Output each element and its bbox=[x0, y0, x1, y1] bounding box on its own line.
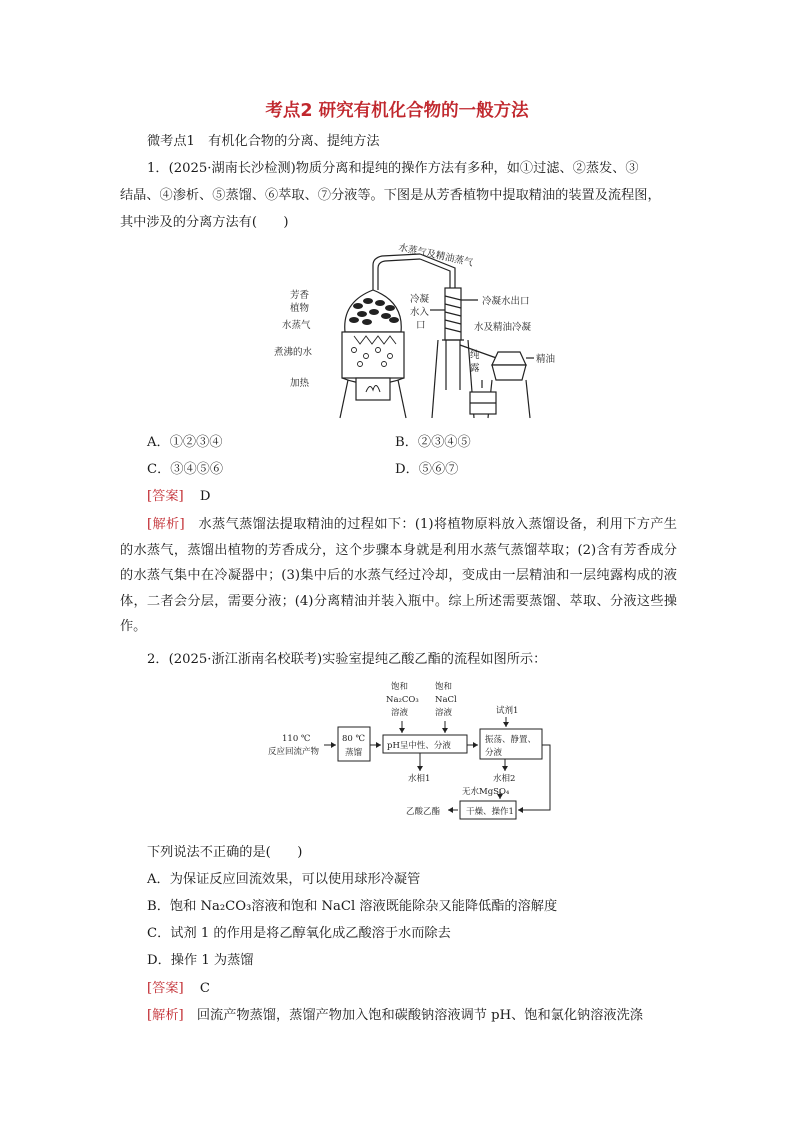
flow-box2-label: pH呈中性、分液 bbox=[387, 741, 451, 751]
q2-stem: 2．(2025·浙江浙南名校联考)实验室提纯乙酸乙酯的流程如图所示： bbox=[147, 652, 547, 667]
q1-option-d: D．⑤⑥⑦ bbox=[395, 462, 459, 477]
label-boiling-water: 煮沸的水 bbox=[274, 347, 313, 358]
label-cool-in-b: 水入 bbox=[410, 307, 430, 318]
flow-reagent2-a: 饱和 bbox=[435, 682, 453, 692]
page-title: 考点2 研究有机化合物的一般方法 bbox=[265, 101, 529, 121]
flow-reagent2-c: 溶液 bbox=[435, 708, 453, 718]
q2-option-d: D．操作 1 为蒸馏 bbox=[147, 953, 254, 968]
q2-answer-line bbox=[147, 978, 210, 1000]
purification-flowchart bbox=[250, 677, 560, 827]
flow-aq2: 水相2 bbox=[493, 774, 516, 784]
q2-analysis bbox=[147, 1005, 643, 1027]
flow-box3-a: 振荡、静置、 bbox=[485, 735, 537, 745]
label-cool-out: 冷凝水出口 bbox=[482, 296, 530, 307]
q2-option-a: A．为保证反应回流效果，可以使用球形冷凝管 bbox=[147, 872, 421, 887]
q2-analysis-text: 回流产物蒸馏，蒸馏产物加入饱和碳酸钠溶液调节 pH、饱和氯化钠溶液洗涤 bbox=[196, 1008, 643, 1023]
q2-option-c: C．试剂 1 的作用是将乙醇氧化成乙酸溶于水而除去 bbox=[147, 926, 451, 941]
label-pure-dew-b: 露 bbox=[470, 363, 480, 374]
label-cool-in-a: 冷凝 bbox=[410, 294, 430, 305]
q1-analysis-text: 水蒸气蒸馏法提取精油的过程如下：(1)将植物原料放入蒸馏设备，利用下方产生的水蒸气，蒸馏出植物的芳香成分，这个步骤本身就是利用水蒸气蒸馏萃取；(2)含有芳香成分的水蒸气集中在冷凝器中；(3)集中后的水蒸气经过冷却，变成由一层精油和一层纯露构成的液体，二者会分层，需要分液；(4)分离精油并装入瓶中。综上所述需要蒸馏、萃取、分液这些操作。 bbox=[120, 517, 677, 634]
q1-answer-line bbox=[147, 486, 210, 508]
q1-stem-line2: 结晶、④渗析、⑤蒸馏、⑥萃取、⑦分液等。下图是从芳香植物中提取精油的装置及流程图， bbox=[120, 188, 661, 203]
flow-box1-temp: 80 ℃ bbox=[342, 734, 366, 744]
q1-option-a: A．①②③④ bbox=[147, 435, 223, 450]
q1-answer-value: D bbox=[199, 489, 211, 504]
q1-option-b: B．②③④⑤ bbox=[395, 435, 471, 450]
flow-reagent1-a: 饱和 bbox=[391, 682, 409, 692]
q2-answer-value: C bbox=[199, 981, 210, 996]
q1-option-c: C．③④⑤⑥ bbox=[147, 462, 224, 477]
q2-answer-tag: [答案] bbox=[147, 981, 184, 996]
q1-analysis bbox=[120, 512, 677, 640]
q1-analysis-tag: [解析] bbox=[147, 517, 185, 532]
flow-reagent1-b: Na₂CO₃ bbox=[386, 695, 419, 705]
flow-product: 乙酸乙酯 bbox=[406, 807, 441, 817]
q1-stem-line1: 1．(2025·湖南长沙检测)物质分离和提纯的操作方法有多种，如①过滤、②蒸发、③ bbox=[147, 161, 639, 176]
flow-aq1: 水相1 bbox=[408, 774, 431, 784]
flow-start-temp: 110 ℃ bbox=[282, 734, 311, 744]
label-cool-in-c: 口 bbox=[416, 320, 426, 331]
flow-reagent2-b: NaCl bbox=[435, 695, 457, 705]
steam-distillation-figure bbox=[270, 240, 570, 420]
q1-stem-line3: 其中涉及的分离方法有( ) bbox=[120, 215, 289, 230]
flow-box3-b: 分液 bbox=[485, 748, 503, 758]
flow-start-label: 反应回流产物 bbox=[268, 747, 320, 757]
flow-reagent1-c: 溶液 bbox=[391, 708, 409, 718]
section-heading: 微考点1 有机化合物的分离、提纯方法 bbox=[147, 134, 380, 149]
q2-prompt: 下列说法不正确的是( ) bbox=[147, 845, 303, 860]
q1-answer-tag: [答案] bbox=[147, 489, 184, 504]
label-steam: 水蒸气 bbox=[282, 320, 311, 331]
flow-box1-label: 蒸馏 bbox=[345, 748, 363, 758]
q2-option-b: B．饱和 Na₂CO₃溶液和饱和 NaCl 溶液既能除杂又能降低酯的溶解度 bbox=[147, 899, 558, 914]
flow-box4-label: 干燥、操作1 bbox=[466, 807, 514, 817]
label-plant-b: 植物 bbox=[290, 303, 310, 314]
label-heat: 加热 bbox=[290, 378, 310, 389]
flow-drying-agent: 无水MgSO₄ bbox=[462, 787, 510, 797]
label-vapor: 水蒸气及精油蒸气 bbox=[397, 242, 475, 269]
label-oil: 精油 bbox=[536, 354, 556, 365]
label-plant-a: 芳香 bbox=[290, 290, 310, 301]
flow-reagent3: 试剂1 bbox=[496, 706, 519, 716]
label-condense: 水及精油冷凝 bbox=[474, 322, 532, 333]
label-pure-dew-a: 纯 bbox=[470, 350, 480, 361]
q2-analysis-tag: [解析] bbox=[147, 1008, 184, 1023]
